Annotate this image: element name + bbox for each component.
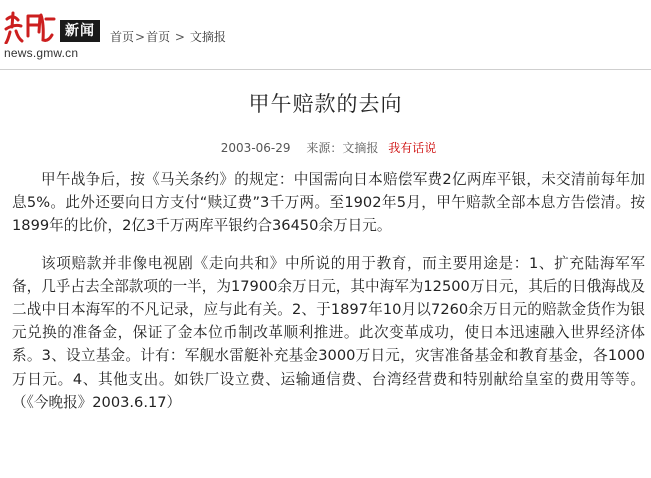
article-paragraph: 该项赔款并非像电视剧《走向共和》中所说的用于教育，而主要用途是：1、扩充陆海军军备，几乎占去全部款项的一半，为17900余万日元，其中海军为12500万日元，其后的日俄海战及二战中日本海军的不凡记录，应与此有关。2、于1897年10月以7260余万日元的赔款金货作为银元兑换的准备金，保证了金本位币制改革顺利推进。此次变革成功，使日本迅速融入世界经济体系。3、设立基金。计有：军舰水雷艇补充基金3000万日元，灾害准备基金和教育基金，各1000万日元。4、其他支出。如铁厂设立费、运输通信费、台湾经营费和特别献给皇室的费用等等。（《今晚报》2003.6.17）	[12, 254, 645, 411]
article-title: 甲午赔款的去向	[248, 92, 403, 116]
site-url: news.gmw.cn	[4, 46, 79, 60]
article-source: 来源：文摘报	[306, 141, 379, 155]
article-body	[12, 168, 645, 428]
breadcrumb-digest[interactable]: 文摘报	[189, 30, 226, 44]
news-badge[interactable]: 新闻	[60, 20, 100, 42]
breadcrumb-separator: >	[135, 30, 146, 44]
header-divider	[0, 69, 651, 70]
site-header	[0, 0, 651, 64]
breadcrumb	[110, 28, 226, 45]
breadcrumb-home-1[interactable]: 首页	[110, 30, 135, 44]
article-paragraph: 甲午战争后，按《马关条约》的规定：中国需向日本赔偿军费2亿两库平银，未交清前每年加息5%。此外还要向日方支付“赎辽费”3千万两。至1902年5月，甲午赔款全部本息方告偿清。按1899年的比价，2亿3千万两库平银约合36450余万日元。	[12, 171, 645, 235]
guangming-logo-icon[interactable]	[4, 10, 56, 44]
breadcrumb-home-2[interactable]: 首页	[146, 30, 171, 44]
comment-link[interactable]: 我有话说	[388, 141, 437, 155]
article-date: 2003-06-29	[220, 141, 291, 155]
article-meta	[0, 139, 651, 156]
breadcrumb-separator: >	[174, 30, 185, 44]
